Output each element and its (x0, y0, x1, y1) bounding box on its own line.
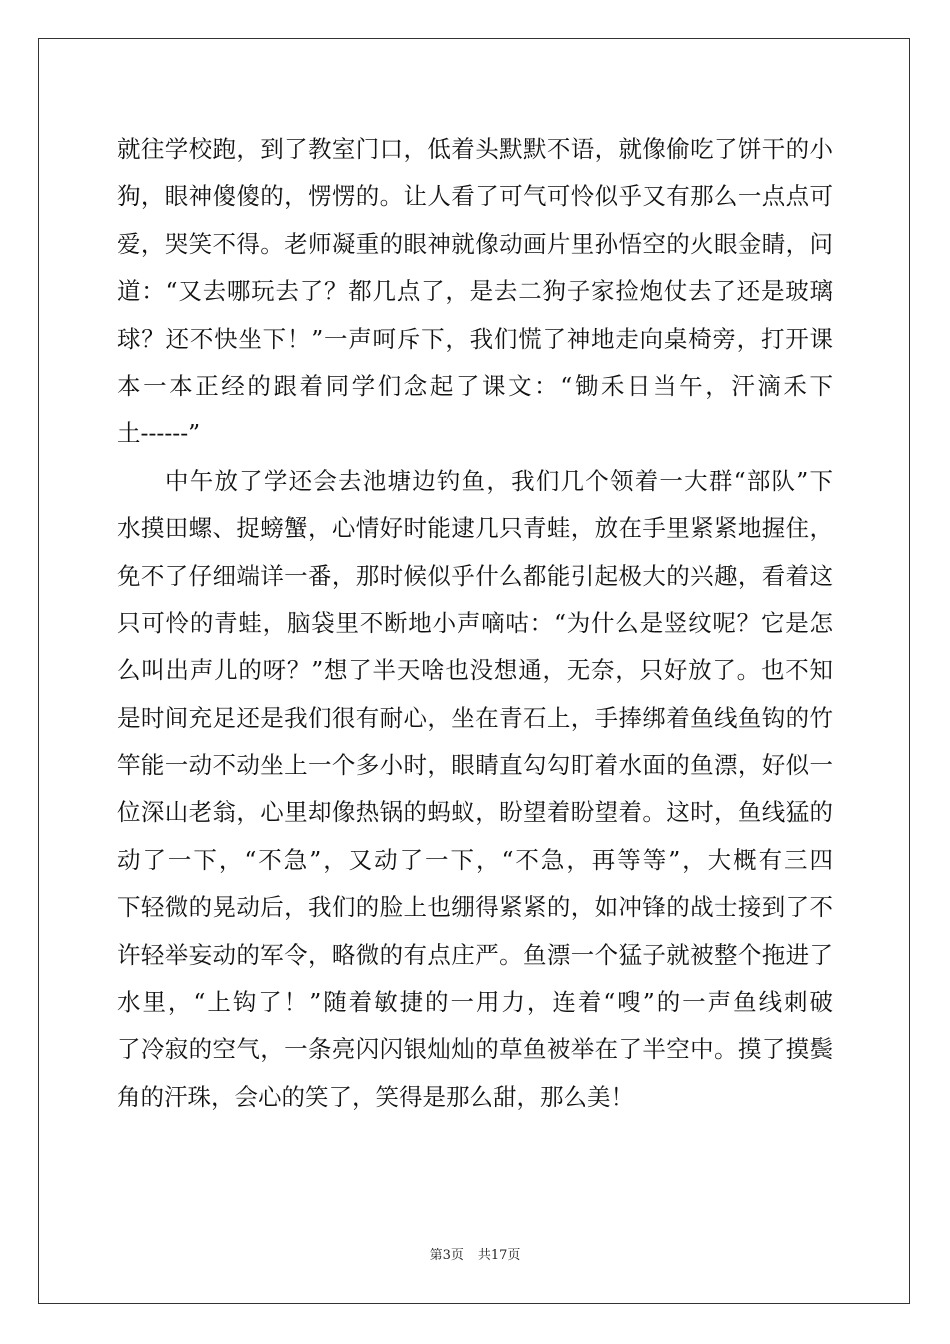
page-footer (0, 1244, 950, 1263)
page-total: 共17页 (477, 1248, 521, 1263)
text-line: 道：“又去哪玩去了？都几点了，是去二狗子家捡炮仗去了还是玻璃 (117, 277, 833, 306)
text-line: 竿能一动不动坐上一个多小时，眼睛直勾勾盯着水面的鱼漂，好似一 (117, 751, 833, 780)
text-line: 了冷寂的空气，一条亮闪闪银灿灿的草鱼被举在了半空中。摸了摸鬓 (117, 1035, 833, 1064)
text-line: 位深山老翁，心里却像热锅的蚂蚁，盼望着盼望着。这时，鱼线猛的 (117, 798, 833, 827)
text-line: 水里，“上钩了！”随着敏捷的一用力，连着“嗖”的一声鱼线刺破 (117, 988, 833, 1017)
text-line: 爱，哭笑不得。老师凝重的眼神就像动画片里孙悟空的火眼金睛，问 (117, 229, 833, 258)
paragraph-start-line: 中午放了学还会去池塘边钓鱼，我们几个领着一大群“部队”下 (165, 466, 833, 495)
text-line: 本一本正经的跟着同学们念起了课文：“锄禾日当午，汗滴禾下 (117, 371, 833, 400)
text-line: 球？还不快坐下！”一声呵斥下，我们慌了神地走向桌椅旁，打开课 (117, 324, 833, 353)
text-line: 狗，眼神傻傻的，愣愣的。让人看了可气可怜似乎又有那么一点点可 (117, 182, 833, 211)
text-line: 么叫出声儿的呀？”想了半天啥也没想通，无奈，只好放了。也不知 (117, 656, 833, 685)
text-line: 下轻微的晃动后，我们的脸上也绷得紧紧的，如冲锋的战士接到了不 (117, 893, 833, 922)
document-body (117, 126, 833, 1121)
text-line: 许轻举妄动的军令，略微的有点庄严。鱼漂一个猛子就被整个拖进了 (117, 940, 833, 969)
text-line: 角的汗珠，会心的笑了，笑得是那么甜，那么美！ (117, 1082, 634, 1111)
text-line: 只可怜的青蛙，脑袋里不断地小声嘀咕：“为什么是竖纹呢？它是怎 (117, 608, 833, 637)
text-line: 动了一下，“不急”，又动了一下，“不急，再等等”，大概有三四 (117, 845, 833, 874)
text-line: 免不了仔细端详一番，那时候似乎什么都能引起极大的兴趣，看着这 (117, 561, 833, 590)
page-number: 第3页 (429, 1248, 464, 1263)
text-line: 土------” (117, 419, 201, 448)
text-line: 就往学校跑，到了教室门口，低着头默默不语，就像偷吃了饼干的小 (117, 135, 833, 163)
text-line: 水摸田螺、捉螃蟹，心情好时能逮几只青蛙，放在手里紧紧地握住， (117, 514, 833, 543)
text-line: 是时间充足还是我们很有耐心，坐在青石上，手捧绑着鱼线鱼钩的竹 (117, 703, 833, 732)
